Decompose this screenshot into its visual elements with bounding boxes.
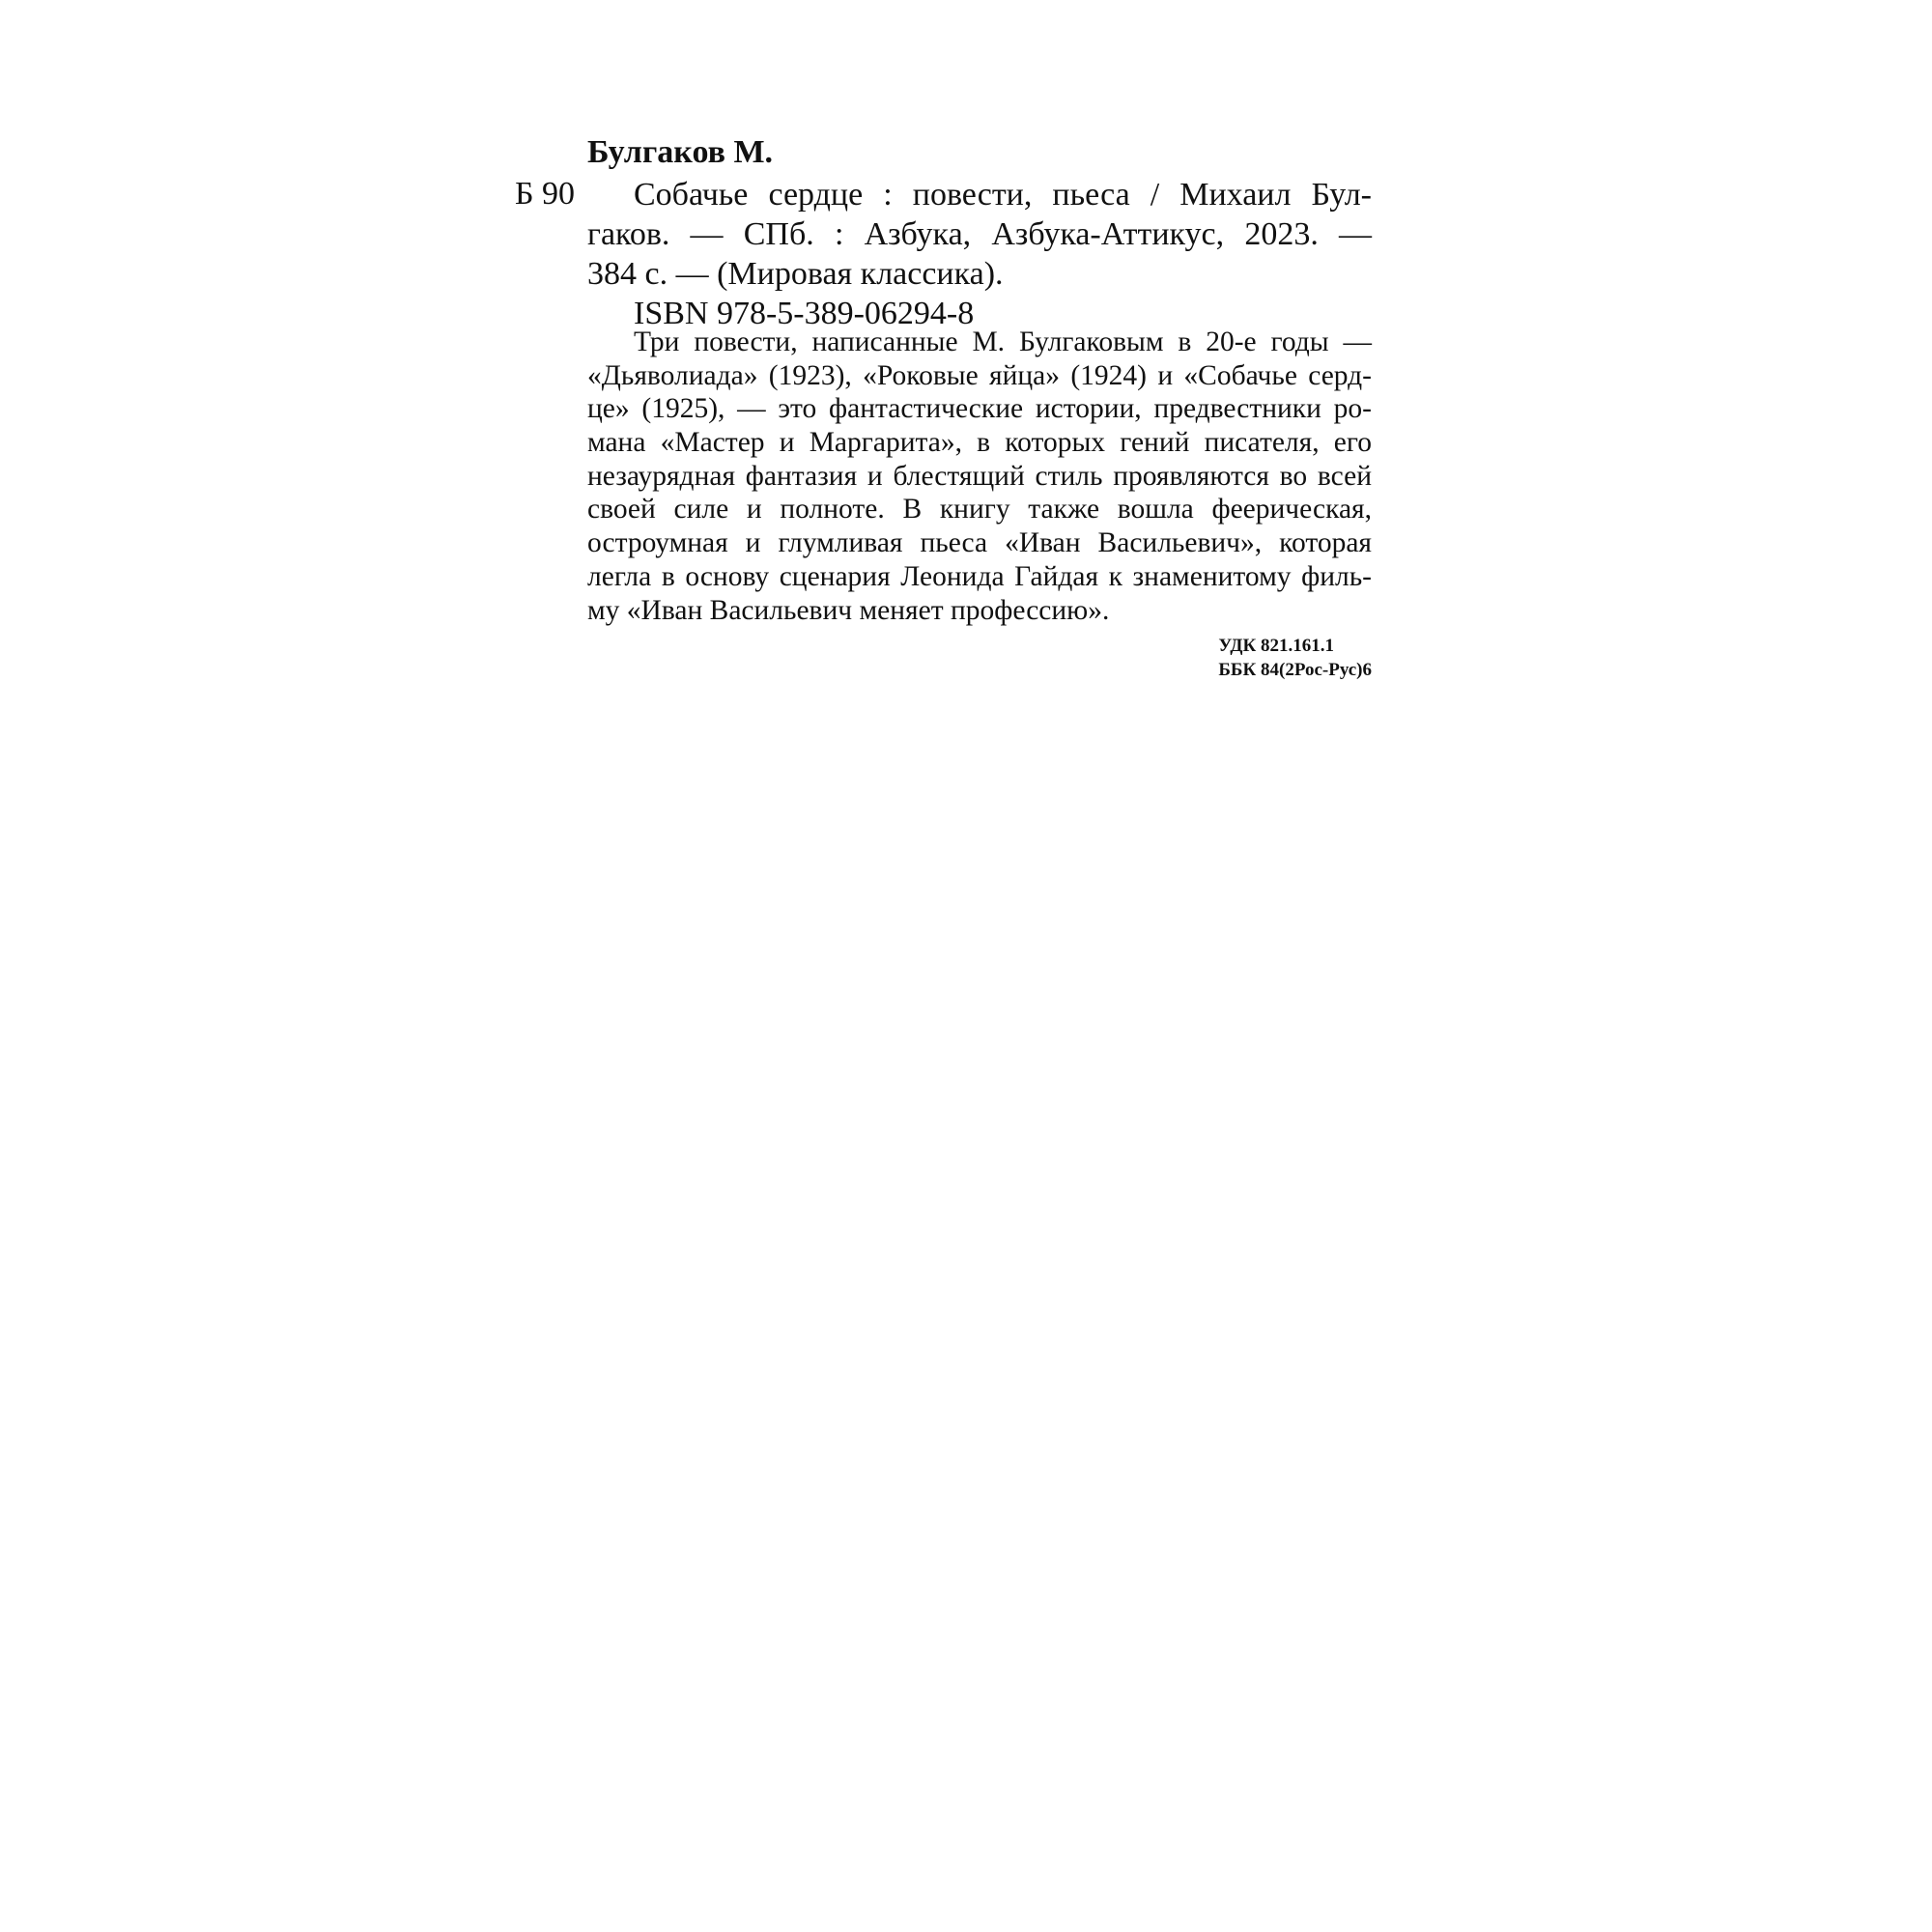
annotation-line: Три повести, написанные М. Булгаковым в 20-е годы — <box>634 327 1372 357</box>
annotation-line: «Дьяволиада» (1923), «Роковые яйца» (1924) и «Собачье серд- <box>587 359 1372 391</box>
bbk-code: ББК 84(2Рос-Рус)6 <box>1218 660 1372 680</box>
bibliographic-line: 384 с. — (Мировая классика). <box>587 256 1004 292</box>
bibliographic-line: гаков. — СПб. : Азбука, Азбука-Аттикус, 2023. — <box>587 216 1372 252</box>
annotation-line: остроумная и глумливая пьеса «Иван Васильевич», которая <box>587 527 1372 559</box>
annotation-line: му «Иван Васильевич меняет профессию». <box>587 594 1110 626</box>
annotation-line: мана «Мастер и Маргарита», в которых гений писателя, его <box>587 427 1372 459</box>
classification-codes <box>1218 634 1372 682</box>
shelfmark-code: Б 90 <box>515 176 576 212</box>
annotation-line: незаурядная фантазия и блестящий стиль проявляются во всей <box>587 460 1372 492</box>
bibliographic-line: Собачье сердце : повести, пьеса / Михаил Бул- <box>634 177 1372 213</box>
isbn-line: ISBN 978-5-389-06294-8 <box>634 296 975 331</box>
bibliographic-description <box>587 175 1372 333</box>
annotation-line: це» (1925), — это фантастические истории, предвестники ро- <box>587 393 1372 425</box>
annotation-line: своей силе и полноте. В книгу также вошла феерическая, <box>587 494 1372 526</box>
udc-code: УДК 821.161.1 <box>1218 636 1334 656</box>
annotation-line: легла в основу сценария Леонида Гайдая к знаменитому филь- <box>587 560 1372 592</box>
author-heading: Булгаков М. <box>587 134 774 170</box>
annotation-paragraph <box>587 326 1372 627</box>
